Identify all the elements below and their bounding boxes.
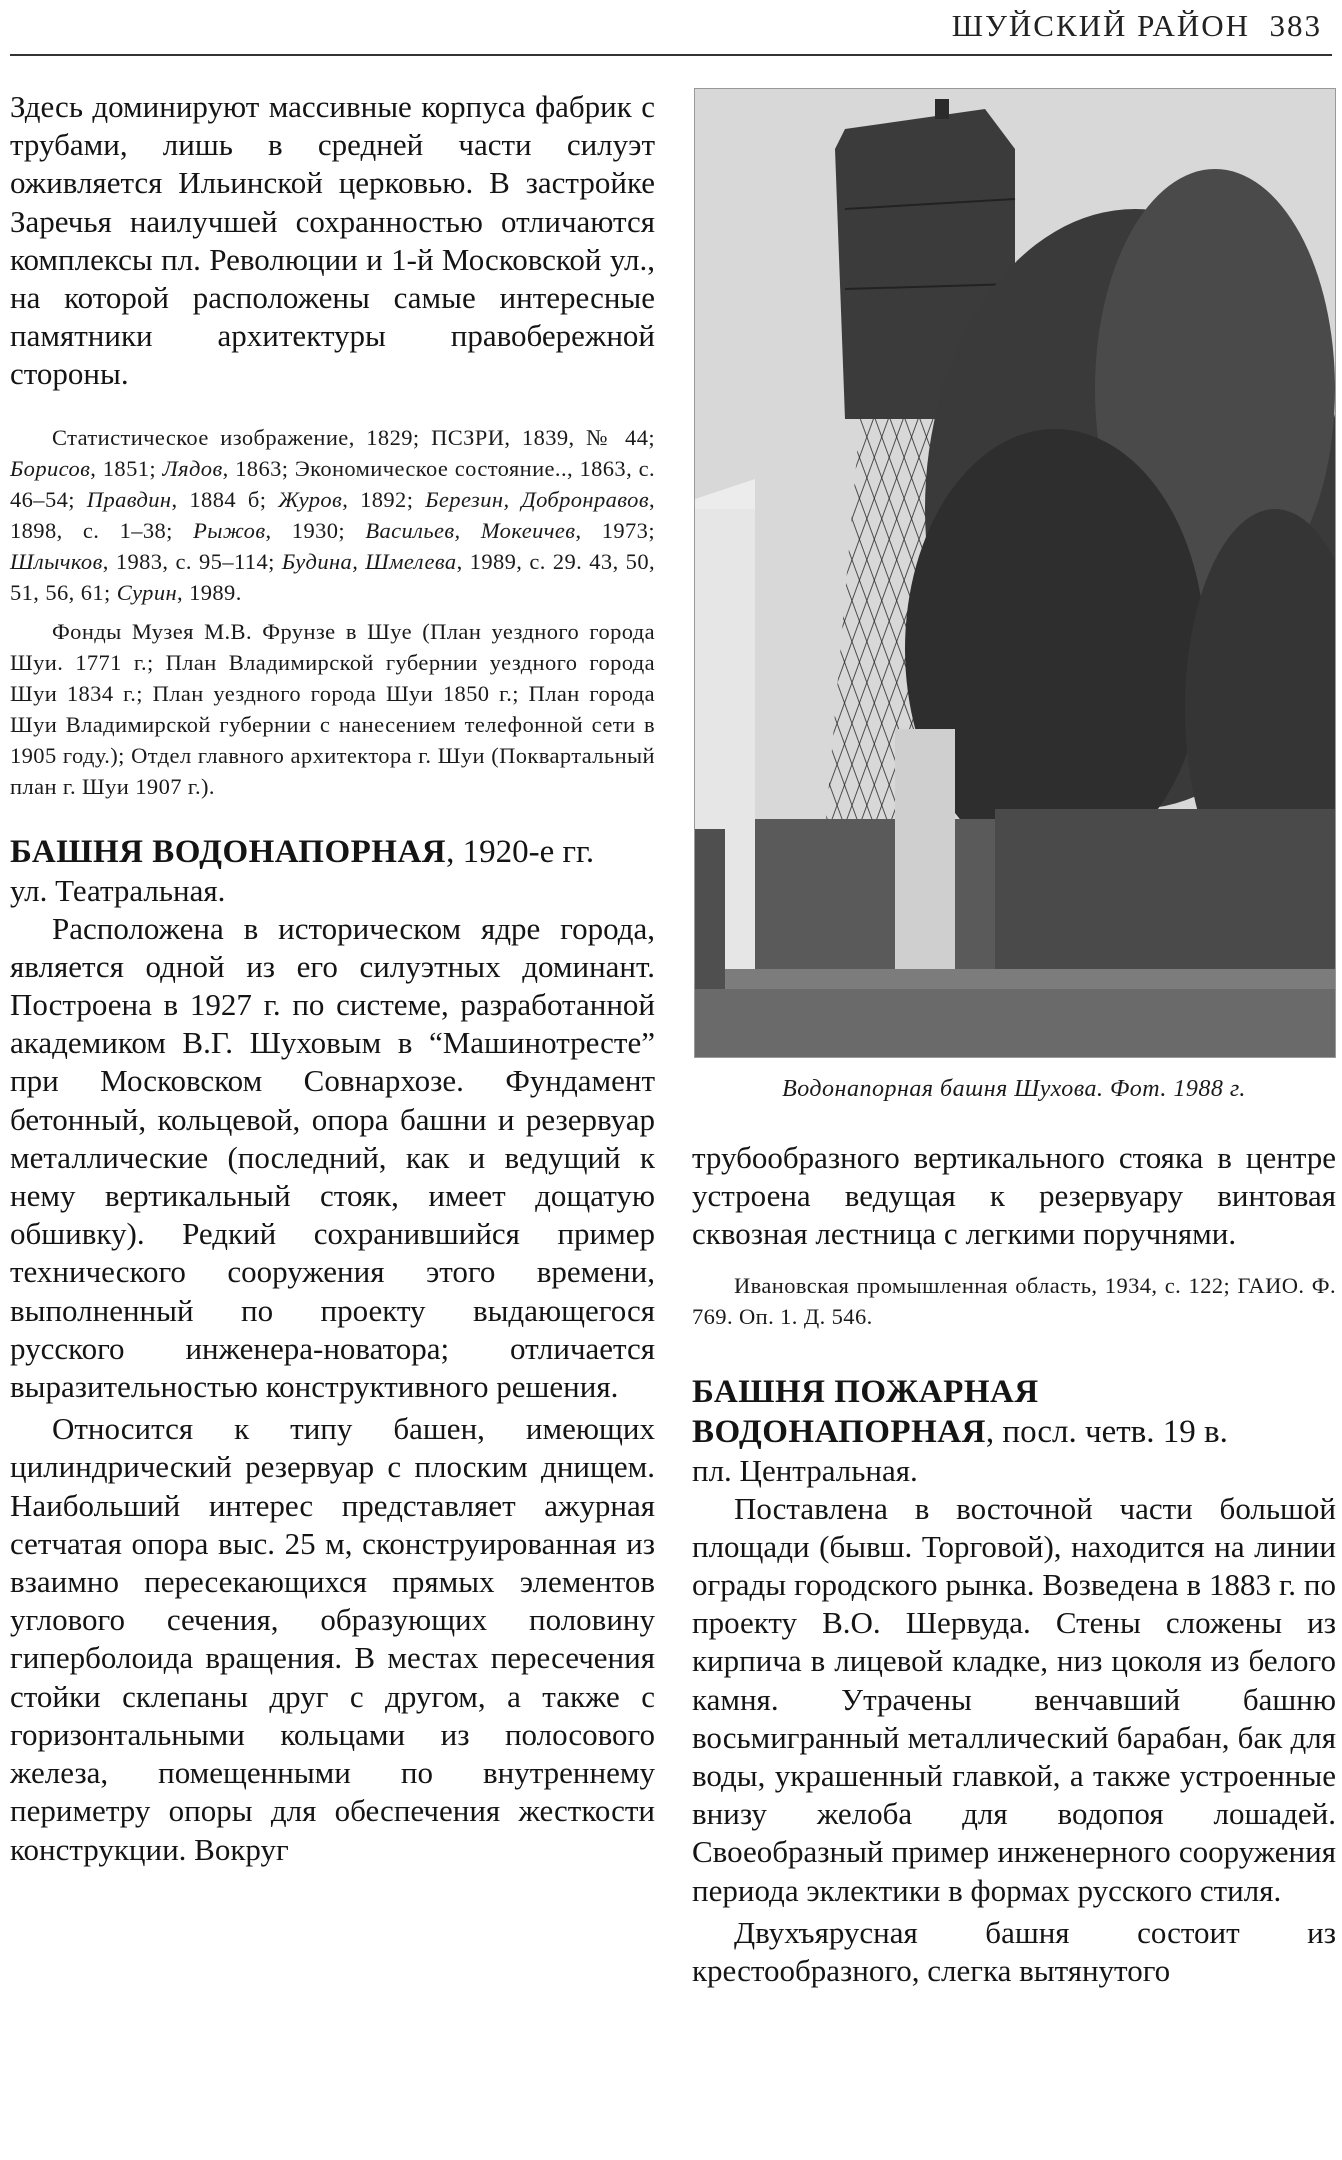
entry-continuation: трубообразного вертикального стояка в центре устроена ведущая к резервуару винтовая сквозная лестница с легкими поручнями. [692,1140,1336,1252]
entry-2-title-line-1: БАШНЯ ПОЖАРНАЯ [692,1373,1039,1410]
entry-paragraph-2: Относится к типу башен, имеющих цилиндрический резервуар с плоским днищем. Наибольший интерес представляет ажурная сетчатая опора выс. 25 м, сконструированная из взаимно пересекающихся прямых элементов углового сечения, образующих половину гиперболоида вращения. В местах пересечения стойки склепаны друг с другом, а также с горизонтальными кольцами из полосового железа, помещенными по внутреннему периметру опоры для обеспечения жесткости конструкции. Вокруг [10,1411,655,1867]
archive-funds: Фонды Музея М.В. Фрунзе в Шуе (План уездного города Шуи. 1771 г.; План Владимирской губернии уездного города Шуи 1834 г.; План уездного города Шуи 1850 г.; План города Шуи Владимирской губернии с нанесением телефонной сети в 1905 году.); Отдел главного архитектора г. Шуи (Поквартальный план г. Шуи 1907 г.). [10,618,655,799]
sources-list: Статистическое изображение, 1829; ПСЗРИ, 1839, № 44; Борисов, 1851; Лядов, 1863; Экономическое состояние.., 1863, с. 46–54; Правдин, 1884 б; Журов, 1892; Березин, Добронравов, 1898, с. 1–38; Рыжов, 1930; Васильев, Мокеичев, 1973; Шлычков, 1983, с. 95–114; Будина, Шмелева, 1989, с. 29. 43, 50, 51, 56, 61; Сурин, 1989. [10,424,656,605]
entry-2-paragraph-1: Поставлена в восточной части большой площади (бывш. Торговой), находится на линии ограды городского рынка. Возведена в 1883 г. по проекту В.О. Шервуда. Стены сложены из кирпича в лицевой кладке, низ цоколя из белого камня. Утрачены венчавший башню восьмигранный металлический барабан, бак для воды, украшенный главкой, а также устроенные внизу желоба для водопоя лошадей. Своеобразный пример инженерного сооружения периода эклектики в формах русского стиля. [692,1490,1336,1908]
entry-address: ул. Театральная. [10,872,226,908]
entry-heading [10,832,655,872]
entry-2-date: , посл. четв. 19 в. [985,1413,1228,1450]
entry-2-heading [692,1372,1336,1452]
running-title: ШУЙСКИЙ РАЙОН [951,8,1250,43]
entry-2-title-line-2: ВОДОНАПОРНАЯ [692,1413,986,1450]
entry-title: БАШНЯ ВОДОНАПОРНАЯ [10,833,447,870]
photo-illustration [695,89,1335,1057]
header-rule [10,54,1332,56]
water-tower-photo [694,88,1336,1058]
intro-paragraph: Здесь доминируют массивные корпуса фабрик с трубами, лишь в средней части силуэт оживляется Ильинской церковью. В застройке Заречья наилучшей сохранностью отличаются комплексы пл. Революции и 1-й Московской ул., на которой расположены самые интересные памятники архитектуры правобережной стороны. [10,89,655,392]
entry-2-address: пл. Центральная. [692,1452,918,1488]
entry-2-paragraph-2: Двухъярусная башня состоит из крестообразного, слегка вытянутого [692,1914,1336,1989]
photo-caption: Водонапорная башня Шухова. Фот. 1988 г. [782,1076,1246,1102]
running-head [952,8,1322,44]
entry-sources: Ивановская промышленная область, 1934, с. 122; ГАИО. Ф. 769. Оп. 1. Д. 546. [692,1272,1336,1329]
entry-date: , 1920-е гг. [446,833,595,870]
entry-paragraph-1: Расположена в историческом ядре города, является одной из его силуэтных доминант. Построена в 1927 г. по системе, разработанной академиком В.Г. Шуховым в “Машинотресте” при Московском Совнархозе. Фундамент бетонный, кольцевой, опора башни и резервуар металлические (последний, как и ведущий к нему вертикальный стояк, имеет дощатую обшивку). Редкий сохранившийся пример технического сооружения этого времени, выполненный по проекту выдающегося русского инженера-новатора; отличается выразительностью конструктивного решения. [10,910,655,1405]
page-number: 383 [1269,8,1322,43]
left-column [10,88,655,2160]
right-column [692,88,1336,2160]
